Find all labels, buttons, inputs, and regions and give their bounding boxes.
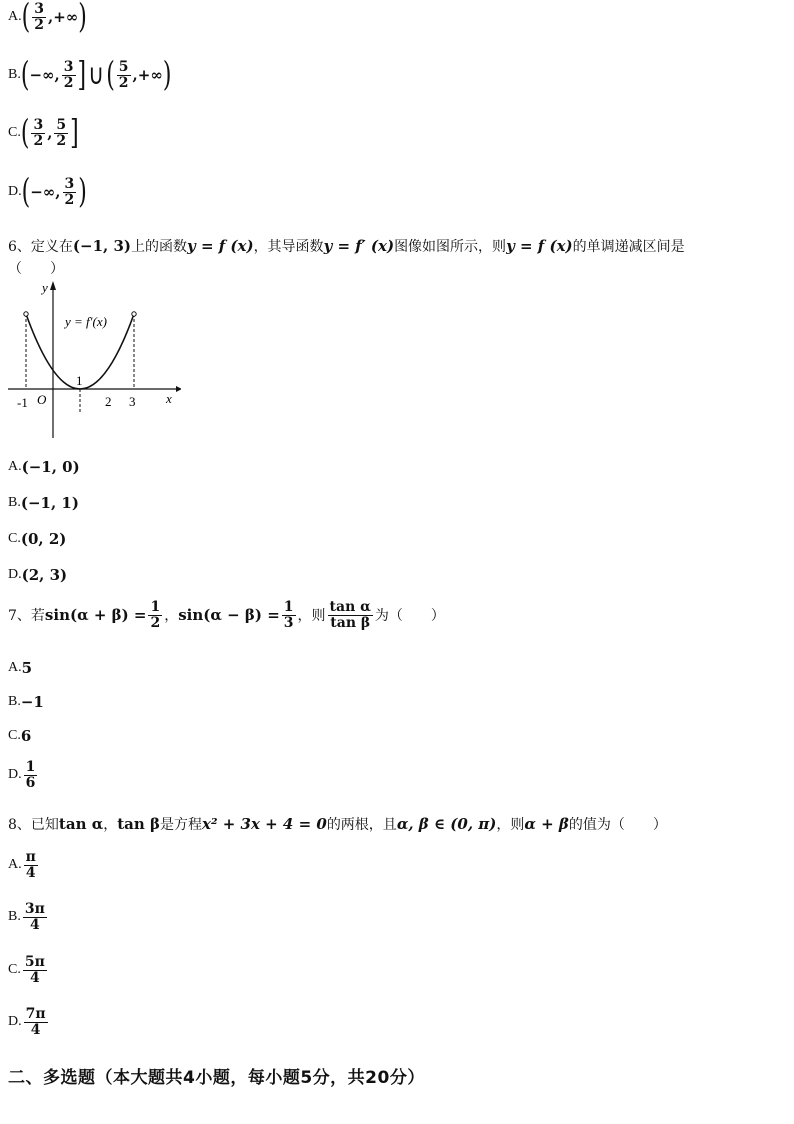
option-letter: A.	[8, 459, 22, 474]
left-paren: (	[21, 172, 31, 212]
option-letter: C.	[8, 962, 21, 978]
angle-sum: α + β	[524, 815, 569, 833]
q6-option-a[interactable]	[8, 458, 80, 476]
right-bracket: ]	[77, 55, 87, 95]
q7-option-c[interactable]	[8, 727, 31, 745]
left-paren: (	[20, 113, 30, 153]
tan-alpha: tan α	[58, 815, 104, 833]
q5-option-d[interactable]: D. ( −∞ , $\frac{3}{2}$ )	[8, 172, 87, 212]
section-heading: 二、多选题（本大题共4小题，每小题5分，共20分）	[8, 1068, 425, 1088]
tick-label-2: 2	[105, 394, 112, 409]
tick-label-neg1: -1	[17, 395, 28, 410]
right-paren: )	[162, 55, 172, 95]
infinity: +∞	[137, 66, 163, 85]
open-endpoint-right	[132, 312, 136, 316]
q8-option-a[interactable]	[8, 850, 40, 880]
q6-stem: 6、 定义在 (−1, 3) 上的函数 y = f (x) ，其导函数 y = f′ (x) 图像如图所示，则 y = f (x) 的单调递减区间是	[8, 237, 685, 255]
q6-option-d[interactable]	[8, 566, 67, 584]
q7-stem: 7、 若 sin(α + β) = $\frac{1}{2}$ ， sin(α − β) = $\frac{1}{3}$ ，则 $\frac{\text{tan α}}{\text{tan β}}$ 为（ ）	[8, 599, 445, 631]
neg-infinity: −∞	[30, 183, 56, 202]
tan-beta: tan β	[117, 815, 160, 833]
left-paren: (	[21, 0, 31, 37]
option-letter: B.	[8, 909, 21, 925]
question-number: 7、	[8, 608, 31, 625]
tick-label-1: 1	[76, 373, 83, 388]
q8-option-b[interactable]	[8, 902, 49, 932]
q8-stem: 8、 已知 tan α ， tan β 是方程 x² + 3x + 4 = 0 的两根，且 α, β ∈ (0, π) ，则 α + β 的值为（ ）	[8, 815, 667, 833]
q7-option-d[interactable]	[8, 760, 39, 790]
fraction-half: $\frac{1}{2}$	[150, 599, 161, 631]
option-value: −1	[20, 693, 44, 711]
option-letter: C.	[8, 125, 21, 141]
q7-option-a[interactable]	[8, 659, 32, 677]
y-label: y	[42, 280, 48, 295]
option-letter: B.	[8, 694, 21, 709]
fraction-third: $\frac{1}{3}$	[283, 599, 294, 631]
tick-label-3: 3	[129, 394, 136, 409]
open-endpoint-left	[24, 312, 28, 316]
option-value: (2, 3)	[21, 566, 68, 584]
fraction: $\frac{3}{2}$	[64, 176, 75, 208]
derivative: y = f′ (x)	[323, 237, 395, 255]
equation-2: sin(α − β) =	[178, 606, 280, 625]
origin-label: O	[37, 392, 47, 407]
q7-option-b[interactable]	[8, 693, 44, 711]
infinity: +∞	[53, 8, 79, 27]
x-label: x	[166, 391, 172, 406]
curve-label: y = f′(x)	[65, 314, 107, 329]
right-paren: )	[78, 0, 87, 37]
option-letter: C.	[8, 531, 21, 546]
option-fraction: $\frac{1}{6}$	[25, 759, 36, 791]
option-letter: D.	[8, 184, 22, 200]
option-letter: B.	[8, 67, 21, 83]
option-value: (−1, 1)	[20, 494, 79, 512]
interval: (−1, 3)	[72, 237, 132, 255]
option-fraction: $\frac{5\pi}{4}$	[24, 954, 45, 986]
function: y = f (x)	[506, 237, 573, 255]
option-value: 5	[21, 659, 33, 677]
fraction: $\frac{5}{2}$	[118, 59, 129, 91]
neg-infinity: −∞	[29, 66, 55, 85]
angle-condition: α, β ∈ (0, π)	[396, 815, 497, 833]
option-letter: D.	[8, 567, 22, 582]
answer-blank: （ ）	[8, 261, 64, 277]
fraction: $\frac{3}{2}$	[63, 59, 74, 91]
union-symbol: ∪	[88, 58, 105, 92]
q5-option-b[interactable]: B. ( −∞ , $\frac{3}{2}$ ] ∪ ( $\frac{5}{2}$ , +∞ )	[8, 55, 172, 95]
option-fraction: $\frac{3\pi}{4}$	[24, 901, 45, 933]
q5-option-c[interactable]: C. ( $\frac{3}{2}$ , $\frac{5}{2}$ ]	[8, 113, 79, 153]
option-value: (−1, 0)	[21, 458, 80, 476]
right-paren: )	[78, 172, 87, 212]
q6-option-b[interactable]	[8, 494, 79, 512]
option-letter: A.	[8, 9, 22, 25]
question-number: 6、	[8, 239, 31, 255]
option-value: 6	[20, 727, 32, 745]
fraction: $\frac{5}{2}$	[56, 117, 67, 149]
option-letter: B.	[8, 495, 21, 510]
equation-1: sin(α + β) =	[44, 606, 147, 625]
left-paren: (	[106, 55, 115, 95]
x-axis-arrow	[176, 386, 181, 392]
y-axis-arrow	[50, 281, 56, 290]
left-paren: (	[20, 55, 30, 95]
question-number: 8、	[8, 817, 31, 833]
option-letter: D.	[8, 767, 22, 783]
option-letter: D.	[8, 1014, 22, 1030]
fraction: $\frac{3}{2}$	[33, 117, 44, 149]
fraction: $\frac{3}{2}$	[34, 1, 44, 33]
q5-option-a[interactable]: A. ( $\frac{3}{2}$ , +∞ )	[8, 2, 87, 32]
option-letter: C.	[8, 728, 21, 743]
quadratic-equation: x² + 3x + 4 = 0	[202, 815, 327, 833]
function: y = f (x)	[187, 237, 254, 255]
q8-option-c[interactable]	[8, 955, 49, 985]
option-letter: A.	[8, 857, 22, 873]
option-fraction: $\frac{\pi}{4}$	[25, 849, 36, 881]
q6-option-c[interactable]	[8, 530, 66, 548]
right-bracket: ]	[70, 113, 79, 153]
option-letter: A.	[8, 660, 22, 675]
tan-ratio: $\frac{\text{tan α}}{\text{tan β}}$	[329, 599, 371, 631]
option-fraction: $\frac{7\pi}{4}$	[25, 1006, 46, 1038]
q8-option-d[interactable]	[8, 1007, 50, 1037]
option-value: (0, 2)	[20, 530, 67, 548]
derivative-graph	[6, 278, 181, 443]
